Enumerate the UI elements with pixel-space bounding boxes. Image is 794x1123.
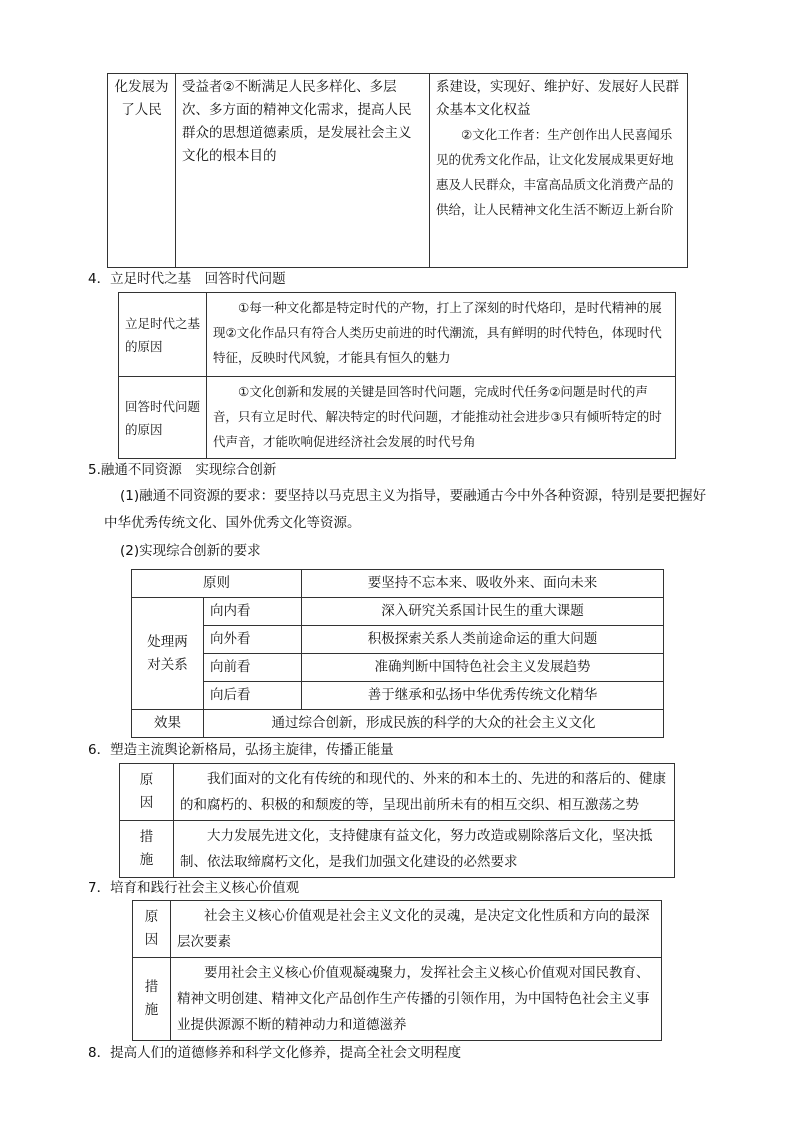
section5-p2: (2)实现综合创新的要求 <box>120 543 261 559</box>
table-era <box>118 292 676 459</box>
relation-value: 积极探索关系人类前途命运的重大问题 <box>302 626 664 654</box>
relations-label: 处理两对关系 <box>132 598 204 710</box>
table-public-opinion <box>119 763 675 878</box>
table1-right-text-a: 系建设，实现好、维护好、发展好人民群众基本文化权益 <box>436 79 679 118</box>
section5-p1: (1)融通不同资源的要求：要坚持以马克思主义为指导，要融通古今中外各种资源，特别是要把握好中华优秀传统文化、国外优秀文化等资源。 <box>104 488 707 531</box>
relation-value: 深入研究关系国计民生的重大课题 <box>302 598 664 626</box>
era-row1-label: 立足时代之基的原因 <box>119 293 207 377</box>
values-measure-label: 措施 <box>133 958 171 1041</box>
principle-value: 要坚持不忘本来、吸收外来、面向未来 <box>302 570 664 598</box>
opinion-reason-text: 我们面对的文化有传统的和现代的、外来的和本土的、先进的和落后的、健康的和腐朽的、积极的和颓废的等，呈现出前所未有的相互交织、相互激荡之势 <box>174 764 675 821</box>
opinion-measure-text: 大力发展先进文化，支持健康有益文化，努力改造或剔除落后文化，坚决抵制、依法取缔腐朽文化，是我们加强文化建设的必然要求 <box>174 821 675 878</box>
table-core-values <box>132 900 662 1041</box>
effect-label: 效果 <box>132 710 204 738</box>
era-row2-label: 回答时代问题的原因 <box>119 377 207 459</box>
relation-key: 向后看 <box>204 682 302 710</box>
opinion-measure-label: 措施 <box>120 821 174 878</box>
section5-heading: 5.融通不同资源 实现综合创新 <box>88 462 277 478</box>
relation-key: 向外看 <box>204 626 302 654</box>
values-measure-text: 要用社会主义核心价值观凝魂聚力，发挥社会主义核心价值观对国民教育、精神文明创建、精神文化产品创作生产传播的引领作用，为中国特色社会主义事业提供源源不断的精神动力和道德滋养 <box>171 958 662 1041</box>
table1-label: 化发展为了人民 <box>108 74 176 268</box>
section6-heading: 6．塑造主流舆论新格局，弘扬主旋律，传播正能量 <box>88 742 394 758</box>
section8-heading: 8．提高人们的道德修养和科学文化修养，提高全社会文明程度 <box>88 1045 462 1061</box>
relation-value: 准确判断中国特色社会主义发展趋势 <box>302 654 664 682</box>
values-reason-text: 社会主义核心价值观是社会主义文化的灵魂，是决定文化性质和方向的最深层次要素 <box>171 901 662 958</box>
section4-heading: 4．立足时代之基 回答时代问题 <box>88 271 286 287</box>
opinion-reason-label: 原因 <box>120 764 174 821</box>
table1-right-text-b: ②文化工作者：生产创作出人民喜闻乐见的优秀文化作品，让文化发展成果更好地惠及人民群众，丰富高品质文化消费产品的供给，让人民精神文化生活不断迈上新台阶 <box>436 127 674 217</box>
table-comprehensive-innovation <box>131 569 664 738</box>
relation-key: 向前看 <box>204 654 302 682</box>
values-reason-label: 原因 <box>133 901 171 958</box>
section7-heading: 7．培育和践行社会主义核心价值观 <box>88 880 300 896</box>
table-culture-for-people <box>107 73 688 268</box>
relation-key: 向内看 <box>204 598 302 626</box>
principle-label: 原则 <box>132 570 302 598</box>
relation-value: 善于继承和弘扬中华优秀传统文化精华 <box>302 682 664 710</box>
effect-value: 通过综合创新，形成民族的科学的大众的社会主义文化 <box>204 710 664 738</box>
table1-middle-cell: 受益者②不断满足人民多样化、多层次、多方面的精神文化需求，提高人民群众的思想道德素质，是发展社会主义文化的根本目的 <box>176 74 430 268</box>
era-row1-text: ①每一种文化都是特定时代的产物，打上了深刻的时代烙印，是时代精神的展现②文化作品只有符合人类历史前进的时代潮流，具有鲜明的时代特色，体现时代特征，反映时代风貌，才能具有恒久的魅力 <box>207 293 676 377</box>
table1-right-cell <box>430 74 688 268</box>
era-row2-text: ①文化创新和发展的关键是回答时代问题，完成时代任务②问题是时代的声音，只有立足时代、解决特定的时代问题，才能推动社会进步③只有倾听特定的时代声音，才能吹响促进经济社会发展的时代号角 <box>207 377 676 459</box>
